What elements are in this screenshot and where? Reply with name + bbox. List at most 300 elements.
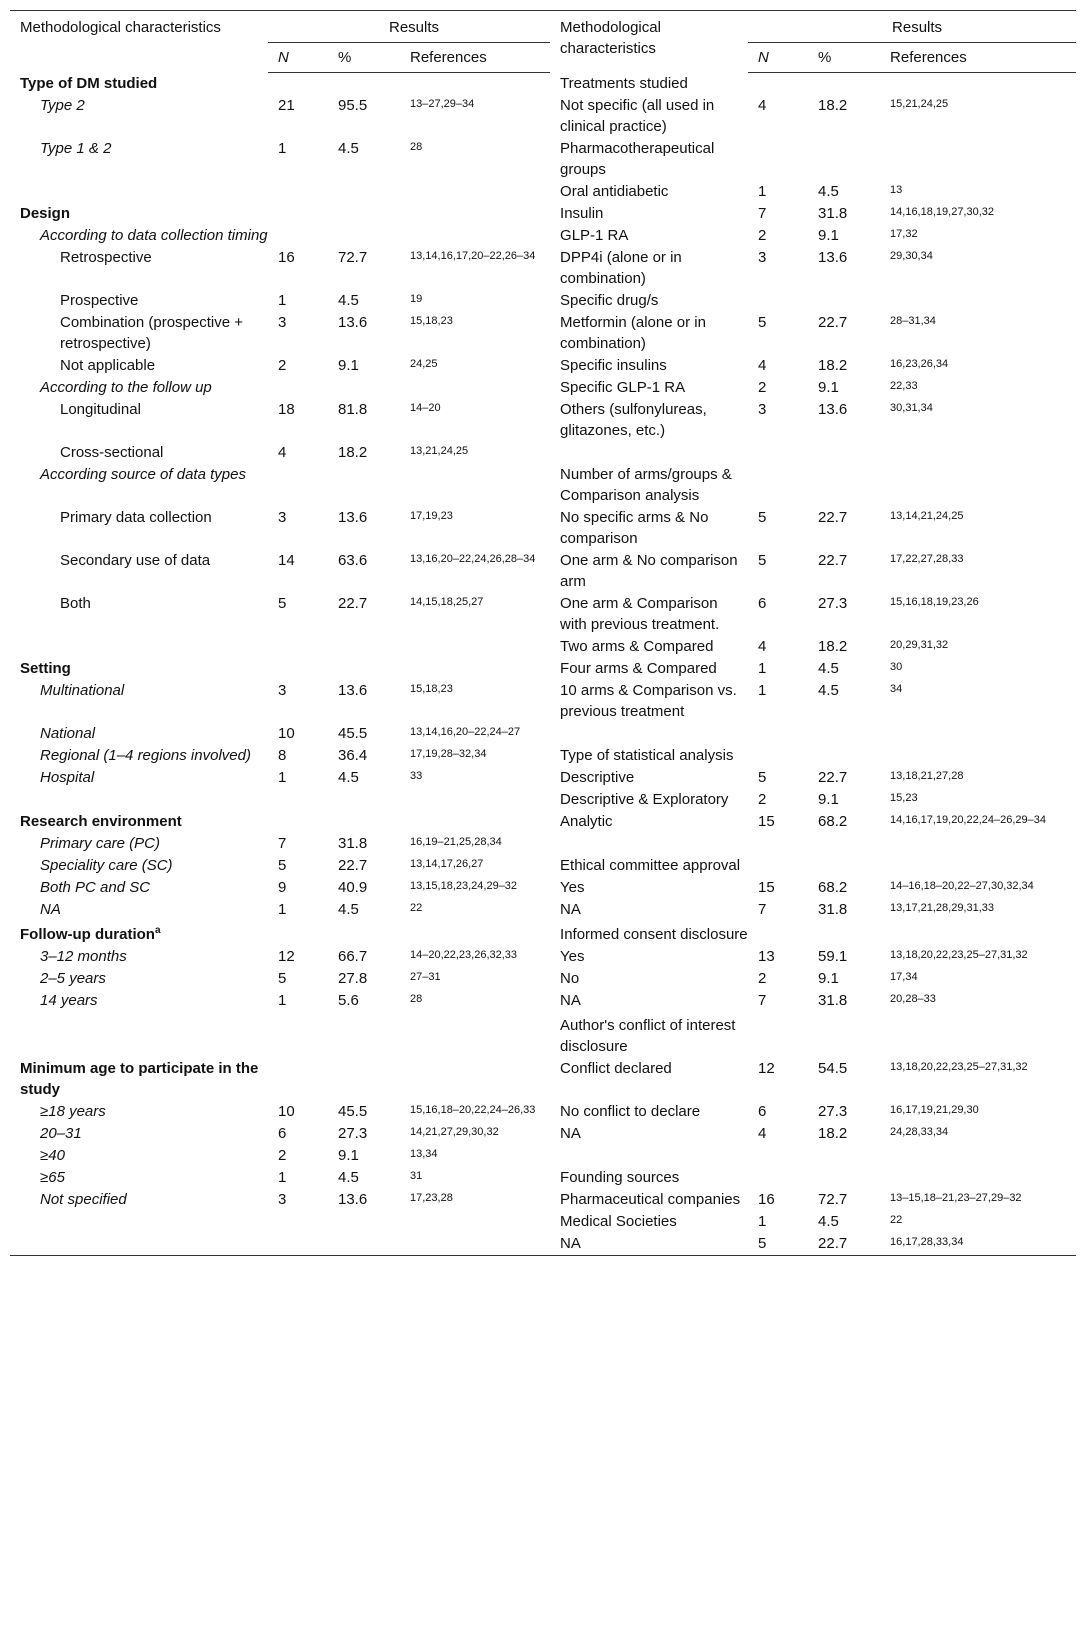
cell-text: Hospital	[40, 768, 95, 786]
left-characteristic-cell	[10, 399, 268, 442]
left-references-cell: 28	[410, 140, 423, 153]
header-row	[10, 11, 1076, 43]
right-characteristic-cell	[550, 464, 748, 507]
cell-text: Not specific (all used in clinical practice)	[560, 96, 715, 135]
right-characteristic-cell	[550, 1167, 748, 1189]
left-pct-cell	[328, 1058, 400, 1101]
cell-text: DPP4i (alone or in combination)	[560, 248, 682, 287]
right-characteristic-cell	[550, 73, 748, 95]
right-characteristic-cell	[550, 377, 748, 399]
right-pct-cell: 31.8	[818, 900, 848, 918]
left-references-cell: 19	[410, 292, 423, 305]
left-n-cell	[268, 464, 328, 507]
table-row	[10, 811, 1076, 833]
cell-text: According to data collection timing	[40, 226, 268, 244]
left-n-cell: 3	[278, 1190, 287, 1208]
left-characteristic-cell	[10, 312, 268, 355]
right-characteristic-cell	[550, 680, 748, 723]
left-pct-cell: 4.5	[338, 768, 359, 786]
table-row	[10, 442, 1076, 464]
right-n-cell: 15	[758, 812, 775, 830]
table-row	[10, 968, 1076, 990]
left-characteristic-cell	[10, 247, 268, 290]
left-pct-cell	[328, 1233, 400, 1256]
right-pct-cell	[808, 1145, 880, 1167]
right-characteristic-cell	[550, 658, 748, 680]
left-pct-cell: 4.5	[338, 291, 359, 309]
left-pct-cell: 13.6	[338, 1190, 368, 1208]
right-characteristic-cell	[550, 290, 748, 312]
right-references-cell: 17,34	[890, 970, 918, 983]
left-references-cell	[400, 464, 550, 507]
cell-text: Design	[20, 204, 71, 222]
left-references-cell	[400, 789, 550, 811]
table-row	[10, 899, 1076, 921]
right-pct-cell: 9.1	[818, 226, 839, 244]
left-pct-cell: 13.6	[338, 508, 368, 526]
left-characteristic-cell	[10, 355, 268, 377]
right-characteristic-cell	[550, 203, 748, 225]
right-references-cell: 14–16,18–20,22–27,30,32,34	[890, 879, 1034, 892]
right-n-header: N	[748, 43, 808, 73]
left-n-cell: 5	[278, 856, 287, 874]
left-characteristic-cell	[10, 767, 268, 789]
left-pct-cell: 40.9	[338, 878, 368, 896]
left-references-cell	[400, 636, 550, 658]
cell-text: NA	[560, 1234, 581, 1252]
right-n-cell: 13	[758, 947, 775, 965]
right-references-cell: 17,32	[890, 227, 918, 240]
right-n-cell	[748, 138, 808, 181]
cell-text: One arm & Comparison with previous treatment.	[560, 594, 720, 633]
right-pct-cell: 9.1	[818, 790, 839, 808]
left-n-cell: 1	[278, 291, 287, 309]
cell-text: Both PC and SC	[40, 878, 151, 896]
right-n-cell: 5	[758, 508, 767, 526]
left-n-cell: 3	[278, 508, 287, 526]
cell-text: Setting	[20, 659, 71, 677]
cell-text: Ethical committee approval	[560, 856, 741, 874]
table-row	[10, 1167, 1076, 1189]
table-row	[10, 73, 1076, 95]
left-references-cell: 24,25	[410, 357, 438, 370]
left-references-cell: 13,16,20–22,24,26,28–34	[410, 552, 536, 565]
left-references-header: References	[400, 43, 550, 73]
left-n-cell	[268, 636, 328, 658]
table-row	[10, 636, 1076, 658]
right-references-cell: 22,33	[890, 379, 918, 392]
left-n-cell	[268, 1211, 328, 1233]
right-n-cell	[748, 723, 808, 745]
left-characteristic-cell	[10, 745, 268, 767]
right-characteristic-cell	[550, 855, 748, 877]
left-pct-cell	[328, 181, 400, 203]
left-n-cell: 2	[278, 356, 287, 374]
table-row	[10, 1233, 1076, 1256]
right-references-cell: 20,28–33	[890, 992, 936, 1005]
cell-text: Type 2	[40, 96, 85, 114]
right-pct-cell	[808, 290, 880, 312]
right-n-cell: 1	[758, 659, 767, 677]
right-pct-cell: 18.2	[818, 1124, 848, 1142]
table-row	[10, 95, 1076, 138]
left-n-cell	[268, 73, 328, 95]
left-references-cell	[400, 225, 550, 247]
table-row	[10, 247, 1076, 290]
left-pct-cell	[328, 377, 400, 399]
left-references-cell	[400, 1058, 550, 1101]
right-pct-header: %	[808, 43, 880, 73]
left-n-cell	[268, 789, 328, 811]
left-references-cell: 13,21,24,25	[410, 444, 469, 457]
left-characteristic-cell	[10, 203, 268, 225]
right-references-cell: 30	[890, 660, 903, 673]
left-pct-cell	[328, 464, 400, 507]
right-n-cell: 4	[758, 96, 767, 114]
cell-text: National	[40, 724, 96, 742]
left-references-cell: 15,16,18–20,22,24–26,33	[410, 1103, 536, 1116]
right-pct-cell: 22.7	[818, 313, 848, 331]
right-pct-cell: 27.3	[818, 594, 848, 612]
cell-text: Specific insulins	[560, 356, 667, 374]
right-references-cell	[880, 73, 1076, 95]
table-row	[10, 399, 1076, 442]
right-pct-cell: 4.5	[818, 1212, 839, 1230]
right-n-cell	[748, 290, 808, 312]
cell-text: Regional (1–4 regions involved)	[40, 746, 251, 764]
cell-text: Minimum age to participate in the study	[20, 1059, 259, 1098]
left-references-cell: 14,15,18,25,27	[410, 595, 484, 608]
table-row	[10, 723, 1076, 745]
cell-text: ≥40	[40, 1146, 65, 1164]
right-n-cell	[748, 464, 808, 507]
cell-text: Both	[60, 594, 91, 612]
right-references-cell: 14,16,17,19,20,22,24–26,29–34	[890, 813, 1047, 826]
cell-text: Others (sulfonylureas, glitazones, etc.)	[560, 400, 707, 439]
right-characteristic-cell	[550, 1145, 748, 1167]
left-references-cell: 15,18,23	[410, 682, 453, 695]
cell-text: Medical Societies	[560, 1212, 677, 1230]
left-n-cell	[268, 203, 328, 225]
left-characteristic-cell	[10, 723, 268, 745]
cell-text: Not specified	[40, 1190, 127, 1208]
right-references-cell	[880, 723, 1076, 745]
table-row	[10, 990, 1076, 1012]
cell-text: Analytic	[560, 812, 613, 830]
right-references-cell: 16,17,28,33,34	[880, 1233, 1076, 1256]
right-references-cell: 16,23,26,34	[890, 357, 949, 370]
right-references-cell: 13,14,21,24,25	[890, 509, 964, 522]
table-row	[10, 1015, 1076, 1058]
left-n-cell: 1	[278, 1168, 287, 1186]
left-pct-cell: 72.7	[338, 248, 368, 266]
left-pct-cell: 5.6	[338, 991, 359, 1009]
left-characteristic-cell	[10, 658, 268, 680]
table-row	[10, 1058, 1076, 1101]
left-characteristic-cell	[10, 73, 268, 95]
cell-text: 10 arms & Comparison vs. previous treatment	[560, 681, 737, 720]
right-references-cell: 13–15,18–21,23–27,29–32	[890, 1191, 1022, 1204]
table-row	[10, 658, 1076, 680]
table-row	[10, 550, 1076, 593]
right-pct-cell	[808, 745, 880, 767]
left-references-cell	[400, 203, 550, 225]
right-n-cell	[748, 833, 808, 855]
left-n-cell: 1	[278, 900, 287, 918]
right-references-cell: 34	[890, 682, 903, 695]
left-references-cell: 13–27,29–34	[410, 97, 475, 110]
left-characteristic-cell	[10, 507, 268, 550]
cell-text: Type of DM studied	[20, 74, 158, 92]
right-characteristic-cell	[550, 968, 748, 990]
left-characteristic-cell	[10, 924, 268, 946]
left-characteristic-cell	[10, 290, 268, 312]
cell-text: 20–31	[40, 1124, 82, 1142]
table-row	[10, 593, 1076, 636]
left-characteristic-cell	[10, 138, 268, 181]
left-n-cell: 8	[278, 746, 287, 764]
right-characteristic-cell	[550, 990, 748, 1012]
right-characteristic-cell	[550, 593, 748, 636]
table-row	[10, 855, 1076, 877]
right-n-cell: 1	[758, 1212, 767, 1230]
cell-text: NA	[560, 991, 581, 1009]
right-references-cell: 16,17,19,21,29,30	[890, 1103, 979, 1116]
left-n-cell	[268, 924, 328, 946]
table-row	[10, 789, 1076, 811]
left-characteristic-cell	[10, 636, 268, 658]
table-row	[10, 745, 1076, 767]
left-references-cell	[400, 377, 550, 399]
right-n-cell: 1	[758, 681, 767, 699]
cell-text: Conflict declared	[560, 1059, 672, 1077]
left-characteristic-cell	[10, 990, 268, 1012]
right-pct-cell	[808, 1167, 880, 1189]
left-pct-header: %	[328, 43, 400, 73]
right-characteristic-cell	[550, 312, 748, 355]
right-n-cell	[748, 924, 808, 946]
right-n-cell: 5	[758, 313, 767, 331]
right-pct-cell: 68.2	[818, 878, 848, 896]
left-pct-cell: 45.5	[338, 724, 368, 742]
left-pct-cell: 4.5	[338, 139, 359, 157]
right-pct-cell: 13.6	[818, 400, 848, 418]
cell-text: Yes	[560, 947, 585, 965]
right-pct-cell: 31.8	[818, 204, 848, 222]
right-n-cell: 1	[758, 182, 767, 200]
left-characteristic-cell	[10, 946, 268, 968]
right-pct-cell: 4.5	[818, 659, 839, 677]
left-n-cell: 1	[278, 991, 287, 1009]
right-characteristic-cell	[550, 1101, 748, 1123]
left-pct-cell: 27.3	[338, 1124, 368, 1142]
right-characteristic-cell	[550, 636, 748, 658]
left-n-cell	[268, 1015, 328, 1058]
right-references-cell: 15,16,18,19,23,26	[890, 595, 979, 608]
cell-text: NA	[560, 900, 581, 918]
left-references-cell: 16,19–21,25,28,34	[410, 835, 502, 848]
left-pct-cell	[328, 658, 400, 680]
cell-text: Research environment	[20, 812, 182, 830]
left-pct-cell	[328, 1015, 400, 1058]
right-characteristic-cell	[550, 767, 748, 789]
left-characteristic-cell	[10, 811, 268, 833]
right-pct-cell: 54.5	[818, 1059, 848, 1077]
right-pct-cell: 13.6	[818, 248, 848, 266]
cell-text: Descriptive & Exploratory	[560, 790, 729, 808]
cell-text: Informed consent disclosure	[560, 925, 748, 943]
left-characteristic-cell	[10, 1015, 268, 1058]
right-n-cell: 3	[758, 400, 767, 418]
left-n-cell	[268, 377, 328, 399]
left-pct-cell	[328, 636, 400, 658]
right-references-cell	[880, 833, 1076, 855]
right-references-cell: 24,28,33,34	[890, 1125, 949, 1138]
left-pct-cell: 4.5	[338, 1168, 359, 1186]
right-references-cell	[880, 1145, 1076, 1167]
right-characteristic-cell	[550, 138, 748, 181]
right-references-cell: 17,22,27,28,33	[890, 552, 964, 565]
cell-text: GLP-1 RA	[560, 226, 629, 244]
methodology-table-container	[10, 10, 1076, 1256]
table-body	[10, 73, 1076, 1256]
left-references-cell: 28	[410, 992, 423, 1005]
left-n-cell	[268, 1233, 328, 1256]
left-references-cell: 14–20	[410, 401, 441, 414]
right-n-cell: 5	[748, 1233, 808, 1256]
cell-text: Combination (prospective + retrospective)	[60, 313, 244, 352]
left-references-cell	[400, 1233, 550, 1256]
right-pct-cell	[808, 464, 880, 507]
left-n-cell: 10	[278, 1102, 295, 1120]
right-n-cell: 7	[758, 900, 767, 918]
left-pct-cell: 13.6	[338, 313, 368, 331]
left-references-cell	[400, 73, 550, 95]
left-characteristic-cell	[10, 1189, 268, 1211]
right-characteristic-cell	[550, 789, 748, 811]
right-pct-cell: 18.2	[818, 356, 848, 374]
cell-text: Founding sources	[560, 1168, 680, 1186]
cell-text: Number of arms/groups & Comparison analysis	[560, 465, 732, 504]
cell-text: Not applicable	[60, 356, 156, 374]
table-row	[10, 290, 1076, 312]
cell-text: ≥65	[40, 1168, 65, 1186]
right-characteristic-cell	[550, 1015, 748, 1058]
right-n-cell	[748, 73, 808, 95]
left-references-cell: 17,23,28	[410, 1191, 453, 1204]
right-n-cell	[748, 1167, 808, 1189]
cell-text: Yes	[560, 878, 585, 896]
left-characteristic-cell	[10, 1101, 268, 1123]
right-n-cell: 7	[758, 991, 767, 1009]
left-characteristic-cell	[10, 789, 268, 811]
right-pct-cell: 72.7	[818, 1190, 848, 1208]
right-references-cell: 30,31,34	[890, 401, 933, 414]
cell-text: 14 years	[40, 991, 98, 1009]
right-n-cell: 12	[758, 1059, 775, 1077]
left-references-cell	[400, 924, 550, 946]
cell-text: Speciality care (SC)	[40, 856, 173, 874]
right-pct-cell: 22.7	[818, 508, 848, 526]
cell-text: Metformin (alone or in combination)	[560, 313, 706, 352]
right-pct-cell: 18.2	[818, 96, 848, 114]
left-references-cell	[400, 658, 550, 680]
left-characteristic-cell	[10, 968, 268, 990]
right-characteristic-cell	[550, 1189, 748, 1211]
right-n-cell: 16	[758, 1190, 775, 1208]
table-row	[10, 877, 1076, 899]
left-n-cell: 12	[278, 947, 295, 965]
right-n-cell: 4	[758, 637, 767, 655]
right-characteristic-cell	[550, 247, 748, 290]
left-pct-cell	[328, 1211, 400, 1233]
right-pct-cell: 4.5	[818, 182, 839, 200]
right-characteristic-cell	[550, 1211, 748, 1233]
left-n-cell: 3	[278, 313, 287, 331]
left-characteristic-cell	[10, 1211, 268, 1233]
cell-text: Pharmaceutical companies	[560, 1190, 741, 1208]
left-characteristic-cell	[10, 593, 268, 636]
table-row	[10, 833, 1076, 855]
cell-text: Longitudinal	[60, 400, 141, 418]
cell-text: Specific drug/s	[560, 291, 659, 309]
right-pct-cell	[808, 723, 880, 745]
left-references-cell	[400, 811, 550, 833]
cell-text: Primary data collection	[60, 508, 212, 526]
right-characteristic-cell	[550, 723, 748, 745]
left-references-cell: 13,14,16,17,20–22,26–34	[410, 249, 536, 262]
left-characteristic-cell	[10, 464, 268, 507]
right-characteristic-cell	[550, 833, 748, 855]
left-characteristic-cell	[10, 1145, 268, 1167]
right-pct-cell: 9.1	[818, 378, 839, 396]
left-n-cell: 18	[278, 400, 295, 418]
right-n-cell	[748, 442, 808, 464]
cell-text: No conflict to declare	[560, 1102, 701, 1120]
right-pct-cell	[808, 138, 880, 181]
left-n-cell: 2	[278, 1146, 287, 1164]
left-pct-cell	[328, 73, 400, 95]
right-n-cell	[748, 745, 808, 767]
right-references-cell: 15,23	[890, 791, 918, 804]
right-references-cell: 13,18,20,22,23,25–27,31,32	[890, 948, 1028, 961]
right-references-cell	[880, 442, 1076, 464]
right-references-cell: 22	[890, 1213, 903, 1226]
footnote-marker: a	[154, 924, 161, 936]
left-characteristic-cell	[10, 833, 268, 855]
right-characteristic-cell	[550, 811, 748, 833]
right-pct-cell: 31.8	[818, 991, 848, 1009]
left-n-cell	[268, 225, 328, 247]
right-n-cell: 4	[758, 1124, 767, 1142]
table-row	[10, 1211, 1076, 1233]
left-n-cell: 3	[278, 681, 287, 699]
left-characteristic-cell	[10, 1233, 268, 1256]
table-row	[10, 680, 1076, 723]
right-characteristic-cell	[550, 745, 748, 767]
cell-text: Retrospective	[60, 248, 152, 266]
left-references-cell	[400, 1015, 550, 1058]
cell-text: 2–5 years	[40, 969, 106, 987]
left-references-cell: 15,18,23	[410, 314, 453, 327]
left-pct-cell: 18.2	[338, 443, 368, 461]
right-references-cell	[880, 1015, 1076, 1058]
right-n-cell: 6	[758, 1102, 767, 1120]
left-references-cell: 31	[410, 1169, 423, 1182]
table-row	[10, 507, 1076, 550]
left-characteristic-cell	[10, 899, 268, 921]
right-pct-cell: 18.2	[818, 637, 848, 655]
